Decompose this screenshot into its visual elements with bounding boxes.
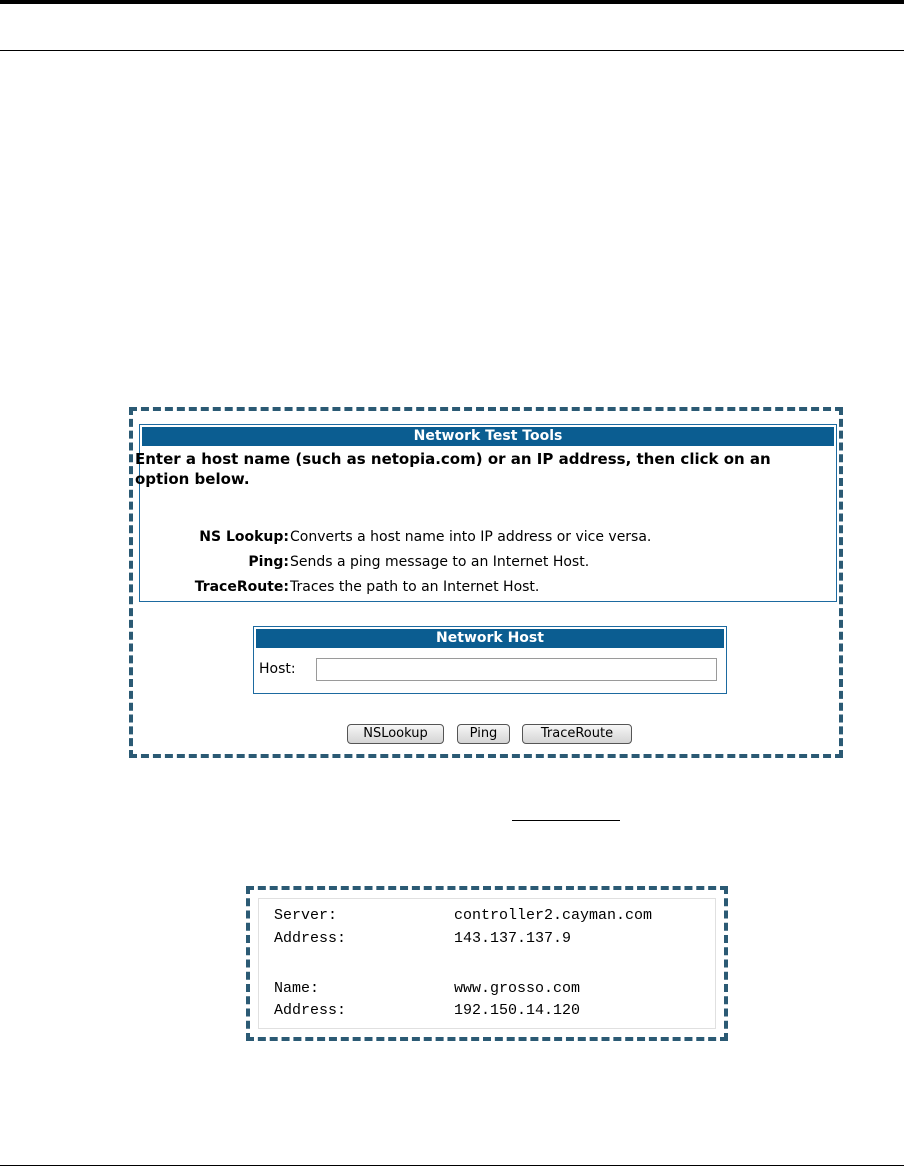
network-test-tools-panel xyxy=(135,424,837,602)
option-name: Ping: xyxy=(248,554,289,570)
result-line xyxy=(274,1001,580,1021)
result-key: Server: xyxy=(274,907,338,924)
link-underline[interactable] xyxy=(512,820,620,821)
host-input[interactable] xyxy=(316,658,717,681)
option-description: Converts a host name into IP address or vice versa. xyxy=(290,529,652,545)
option-nslookup xyxy=(140,527,838,547)
option-name: NS Lookup: xyxy=(199,529,289,545)
result-value: 192.150.14.120 xyxy=(454,1002,581,1019)
instructions-text: Enter a host name (such as netopia.com) or an IP address, then click on an option below. xyxy=(135,450,771,488)
nslookup-button[interactable]: NSLookup xyxy=(347,724,444,744)
option-ping xyxy=(140,552,838,572)
result-line xyxy=(274,929,571,949)
header-bar xyxy=(0,0,904,4)
option-description: Traces the path to an Internet Host. xyxy=(290,579,540,595)
result-line xyxy=(274,906,652,926)
option-traceroute xyxy=(140,577,838,597)
result-value: www.grosso.com xyxy=(454,980,581,997)
result-key: Name: xyxy=(274,980,320,997)
option-name: TraceRoute: xyxy=(194,579,289,595)
nslookup-result-figure xyxy=(246,886,728,1041)
network-host-panel xyxy=(253,626,727,694)
option-description: Sends a ping message to an Internet Host. xyxy=(290,554,590,570)
ping-button[interactable]: Ping xyxy=(457,724,510,744)
traceroute-button[interactable]: TraceRoute xyxy=(522,724,632,744)
result-line xyxy=(274,979,580,999)
footer-rule xyxy=(0,1165,904,1166)
result-value: controller2.cayman.com xyxy=(454,907,653,924)
network-host-title: Network Host xyxy=(256,629,724,648)
host-label: Host: xyxy=(259,661,296,677)
result-value: 143.137.137.9 xyxy=(454,930,572,947)
network-test-tools-title: Network Test Tools xyxy=(142,427,834,446)
network-test-tools-figure xyxy=(129,407,843,758)
result-key: Address: xyxy=(274,930,347,947)
nslookup-result-panel xyxy=(258,898,716,1029)
result-key: Address: xyxy=(274,1002,347,1019)
header-rule xyxy=(0,50,904,51)
